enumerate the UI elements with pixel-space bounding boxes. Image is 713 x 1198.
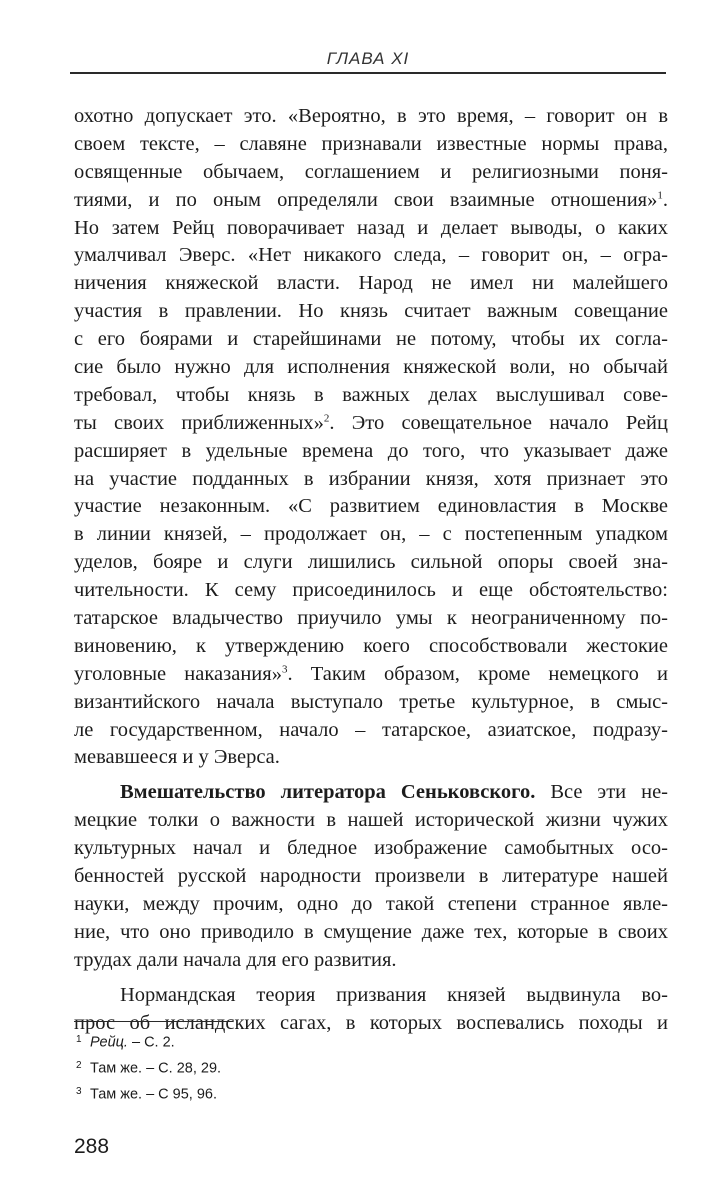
text-line: чительности. К сему присоединилось и еще обстоятельство:: [74, 579, 668, 602]
text-line: с его боярами и старейшинами не потому, чтобы их согла-: [74, 328, 668, 351]
footnote-item: [76, 1027, 656, 1053]
text-line: участие незаконным. «С развитием единовластия в Москве: [74, 495, 668, 518]
text-line: виновению, к утверждению коего способствовали жестокие: [74, 634, 668, 657]
footnote-source: Рейц.: [90, 1034, 128, 1051]
footnote-number: 3: [76, 1086, 82, 1097]
line-text: уголовные наказания»: [74, 662, 282, 685]
footnotes: [76, 1027, 656, 1105]
text-line: трудах дали начала для его развития.: [74, 948, 397, 971]
text-line: уделов, бояре и слуги лишились сильной опоры своей зна-: [74, 551, 668, 574]
running-head: [70, 46, 666, 74]
text-line: византийского начала выступало третье культурное, в смыс-: [74, 690, 668, 713]
text-line: требовал, чтобы князь в важных делах выслушивал сове-: [74, 383, 668, 406]
footnote-divider: [74, 1021, 233, 1022]
line-text: Таким образом, кроме немецкого и: [310, 662, 669, 685]
text-line: Но затем Рейц поворачивает назад и делает выводы, о каких: [74, 216, 668, 239]
body-text: [74, 103, 668, 1037]
text-line: мецкие толки о важности в нашей исторической жизни чужих: [74, 809, 668, 832]
footnote-text: – С. 2.: [127, 1034, 175, 1051]
text-line: расширяет в удельные времена до того, что указывает даже: [74, 439, 668, 462]
footnote-number: 1: [76, 1034, 82, 1045]
line-text: Это совещательное начало Рейц: [351, 411, 668, 434]
text-line: умалчивал Эверс. «Нет никакого следа, – говорит он, – огра-: [74, 244, 668, 267]
text-line: охотно допускает это. «Вероятно, в это время, – говорит он в: [74, 105, 668, 127]
footnote-text: Там же. – С. 28, 29.: [90, 1060, 222, 1077]
text-line: мевавшееся и у Эверса.: [74, 746, 280, 769]
text-line: [74, 779, 668, 807]
text-line: татарское владычество приучило умы к неограниченному по-: [74, 607, 668, 630]
text-line: бенностей русской народности произвели в литературе нашей: [74, 865, 668, 888]
line-text: ты своих приближенных»: [74, 411, 324, 434]
section-heading: Вмешательство литератора Сеньковского.: [120, 781, 536, 804]
footnote-text: Там же. – С 95, 96.: [90, 1086, 218, 1103]
chapter-title: ГЛАВА XI: [326, 49, 410, 68]
text-line: науки, между прочим, одно до такой степени странное явле-: [74, 892, 668, 915]
footnote-ref: 2: [323, 412, 330, 425]
text-line: ние, что оно приводило в смущение даже тех, которые в своих: [74, 920, 668, 943]
line-text: Все эти не-: [550, 781, 668, 804]
text-line: прос об исландских сагах, в которых воспевались походы и: [74, 1011, 668, 1034]
footnote-item: [76, 1053, 656, 1079]
text-line: освященные обычаем, соглашением и религиозными поня-: [74, 160, 668, 183]
paragraph-gap: [74, 772, 668, 779]
text-line: ничения княжеской власти. Народ не имел ни малейшего: [74, 272, 668, 295]
line-text: тиями, и по оным определяли свои взаимные отношения»: [74, 188, 658, 211]
text-line: тиями, и по оным определяли свои взаимные отношения»$^1$.: [74, 188, 668, 211]
text-line: сие было нужно для исполнения княжеской воли, но обычай: [74, 356, 668, 379]
footnote-number: 2: [76, 1060, 82, 1071]
text-line: в линии князей, – продолжает он, – с постепенным упадком: [74, 523, 668, 546]
page-number: 288: [74, 1135, 110, 1158]
text-line: уголовные наказания»$^3$. Таким образом, кроме немецкого и: [74, 662, 669, 685]
footnote-ref: 3: [281, 663, 288, 676]
text-line: ты своих приближенных»$^2$. Это совещательное начало Рейц: [74, 411, 668, 434]
text-line: культурных начал и бледное изображение самобытных осо-: [74, 837, 668, 860]
footnote-ref: 1: [657, 188, 663, 201]
paragraph-gap: [74, 975, 668, 982]
text-line: участия в правлении. Но князь считает важным совещание: [74, 300, 668, 323]
text-line: на участие подданных в избрании князя, хотя признает это: [74, 467, 668, 490]
text-line: своем тексте, – славяне признавали известные нормы права,: [74, 132, 668, 155]
text-line: Нормандская теория призвания князей выдвинула во-: [120, 983, 668, 1006]
footnote-item: [76, 1079, 656, 1105]
text-line: ле государственном, начало – татарское, азиатское, подразу-: [74, 718, 668, 741]
